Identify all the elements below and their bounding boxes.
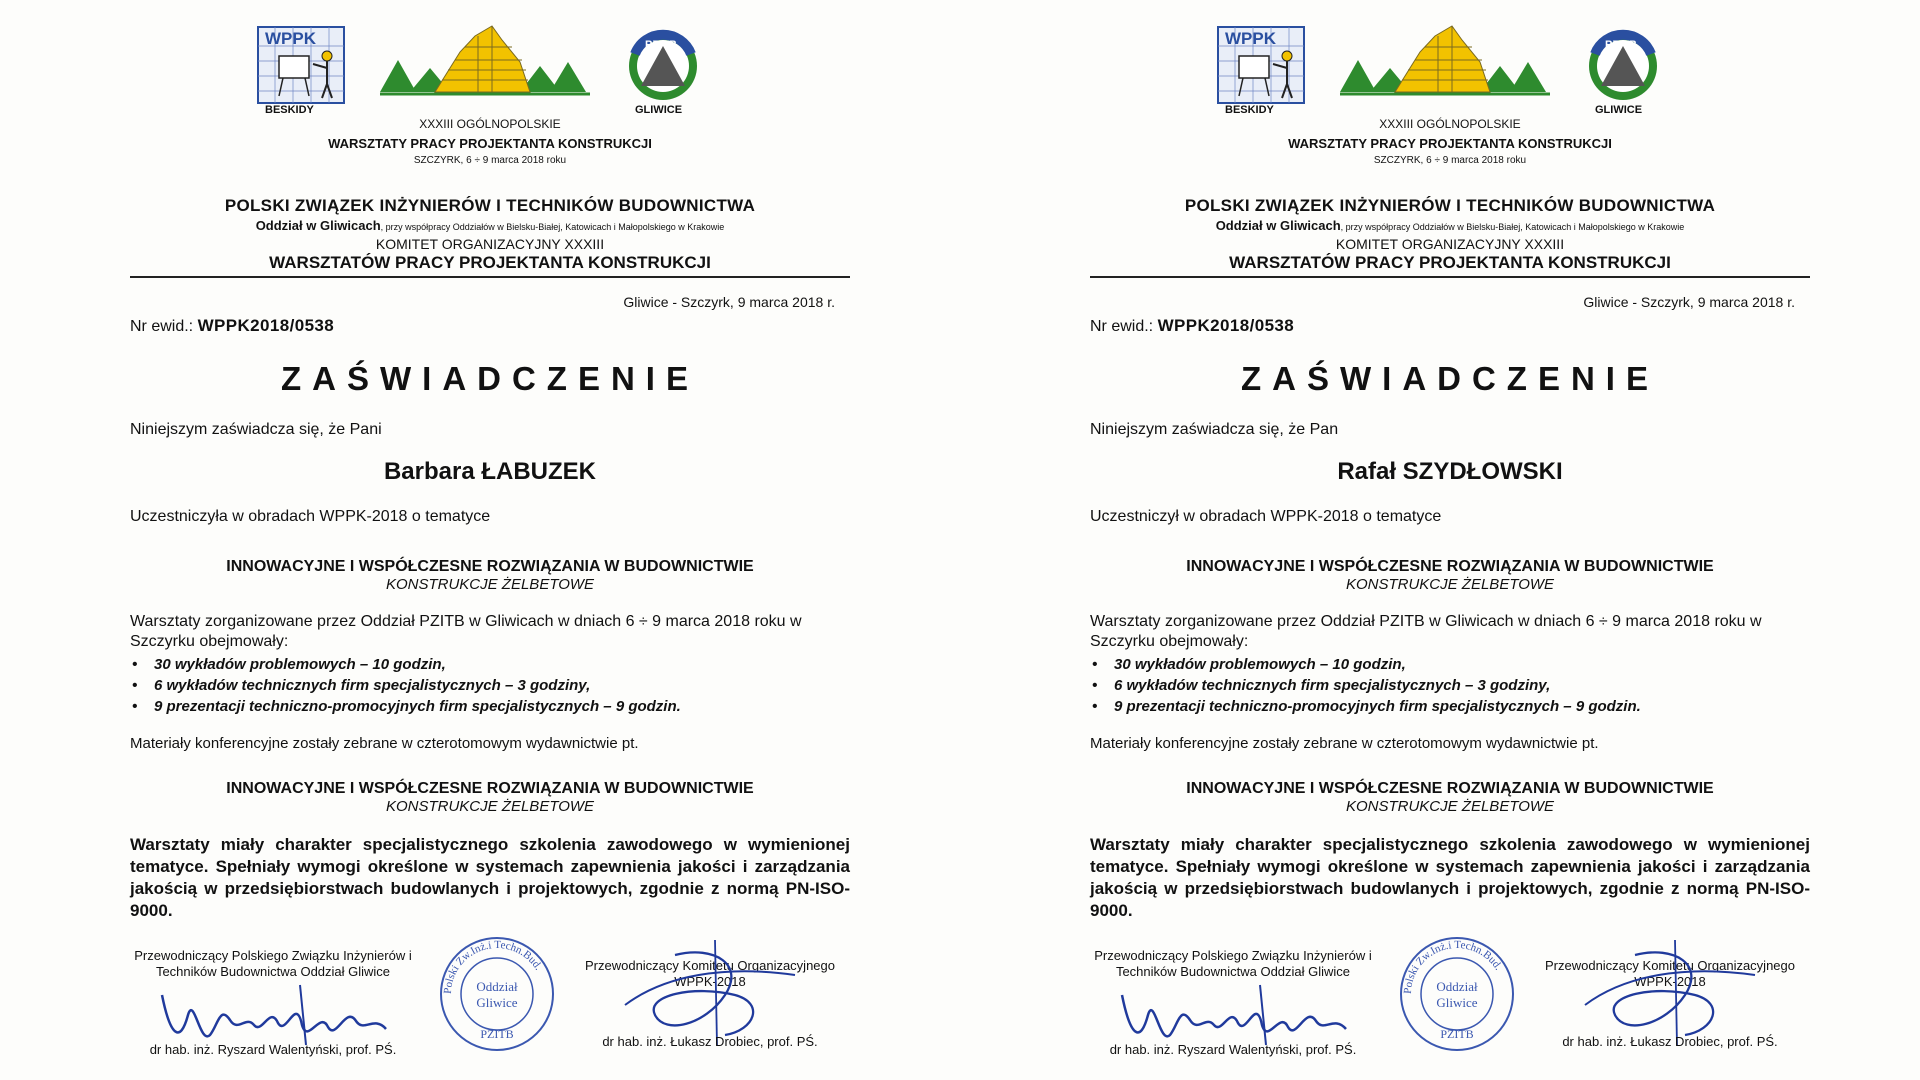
event-line-2: WARSZTATY PRACY PROJEKTANTA KONSTRUKCJI bbox=[328, 136, 652, 151]
participant-name: Rafał SZYDŁOWSKI bbox=[1337, 458, 1563, 485]
svg-text:Oddział: Oddział bbox=[476, 979, 518, 994]
committee-line: KOMITET ORGANIZACYJNY XXXIII bbox=[1335, 236, 1565, 252]
right-signatory-title: Przewodniczący Komitetu Organizacyjnego WPPK-2018 bbox=[1544, 958, 1795, 989]
quality-statement: Warsztaty miały charakter specjalistycznego szkolenia zawodowego w wymienionej tematyce. Spełniały wymogi określone w systemach zapewnienia jakości i zarządzania jakością w przedsiębiorstwach budowlanych i projektowych, zgodnie z normą PN-ISO-9000. bbox=[130, 835, 850, 920]
program-item-text: 30 wykładów problemowych – 10 godzin, bbox=[154, 656, 446, 673]
svg-text:Gliwice: Gliwice bbox=[1436, 995, 1478, 1010]
header-rule bbox=[130, 276, 850, 278]
left-signatory-title: Przewodniczący Polskiego Związku Inżynierów i Techników Budownictwa Oddział Gliwice bbox=[134, 948, 412, 979]
svg-text:PZITB: PZITB bbox=[1605, 39, 1637, 51]
participation-statement: Uczestniczyła w obradach WPPK-2018 o tematyce bbox=[130, 508, 491, 525]
publication-subtitle: KONSTRUKCJE ŻELBETOWE bbox=[385, 798, 595, 815]
publication-title: INNOWACYJNE I WSPÓŁCZESNE ROZWIĄZANIA W BUDOWNICTWIE bbox=[1186, 780, 1714, 797]
attestation-intro: Niniejszym zaświadcza się, że Pani bbox=[130, 421, 382, 438]
pzitb-stamp bbox=[1398, 935, 1516, 1053]
program-item-text: 30 wykładów problemowych – 10 godzin, bbox=[1114, 656, 1406, 673]
bullet-icon: • bbox=[1092, 656, 1098, 673]
workshops-line: WARSZTATÓW PRACY PROJEKTANTA KONSTRUKCJI bbox=[269, 253, 711, 272]
event-line-2: WARSZTATY PRACY PROJEKTANTA KONSTRUKCJI bbox=[1288, 136, 1612, 151]
program-item bbox=[1090, 696, 1810, 717]
record-label: Nr ewid.: bbox=[1090, 318, 1154, 335]
bullet-icon: • bbox=[132, 677, 138, 694]
program-item-text: 9 prezentacji techniczno-promocyjnych firm specjalistycznych – 9 godzin. bbox=[154, 698, 681, 715]
topic-main: INNOWACYJNE I WSPÓŁCZESNE ROZWIĄZANIA W BUDOWNICTWIE bbox=[226, 558, 754, 575]
logo-band bbox=[245, 22, 715, 122]
bullet-icon: • bbox=[132, 656, 138, 673]
left-signatory-name: dr hab. inż. Ryszard Walentyński, prof. PŚ. bbox=[1109, 1042, 1357, 1057]
event-line-3: SZCZYRK, 6 ÷ 9 marca 2018 roku bbox=[413, 155, 567, 166]
header-rule bbox=[1090, 276, 1810, 278]
topic-main: INNOWACYJNE I WSPÓŁCZESNE ROZWIĄZANIA W BUDOWNICTWIE bbox=[1186, 558, 1714, 575]
branch-cooperation: , przy współpracy Oddziałów w Bielsku-Białej, Katowicach i Małopolskiego w Krakowie bbox=[1340, 222, 1685, 232]
program-list bbox=[130, 654, 850, 717]
certificate-right bbox=[960, 0, 1920, 1080]
certificate-title: ZAŚWIADCZENIE bbox=[1241, 360, 1659, 397]
record-number-line bbox=[130, 316, 334, 336]
organization-branch-line bbox=[1090, 218, 1810, 233]
bullet-icon: • bbox=[1092, 698, 1098, 715]
committee-line: KOMITET ORGANIZACYJNY XXXIII bbox=[375, 236, 605, 252]
record-label: Nr ewid.: bbox=[130, 318, 194, 335]
attestation-intro: Niniejszym zaświadcza się, że Pan bbox=[1090, 421, 1339, 438]
left-signatory-name: dr hab. inż. Ryszard Walentyński, prof. PŚ. bbox=[149, 1042, 397, 1057]
svg-text:Polski Zw.Inż.i Techn.Bud.: Polski Zw.Inż.i Techn.Bud. bbox=[1401, 938, 1505, 995]
pzitb-logo bbox=[623, 28, 703, 106]
svg-text:PZITB: PZITB bbox=[1440, 1027, 1474, 1041]
workshops-description: Warsztaty zorganizowane przez Oddział PZITB w Gliwicach w dniach 6 ÷ 9 marca 2018 roku w Szczyrku obejmowały: bbox=[130, 613, 802, 650]
program-item bbox=[130, 654, 850, 675]
branch-name: Oddział w Gliwicach bbox=[255, 218, 381, 233]
svg-text:Polski Zw.Inż.i Techn.Bud.: Polski Zw.Inż.i Techn.Bud. bbox=[441, 938, 545, 995]
program-item bbox=[1090, 654, 1810, 675]
svg-text:PZITB: PZITB bbox=[480, 1027, 514, 1041]
logo-caption-gliwice: GLIWICE bbox=[1595, 104, 1643, 116]
svg-text:WPPK: WPPK bbox=[265, 29, 316, 48]
program-item-text: 9 prezentacji techniczno-promocyjnych firm specjalistycznych – 9 godzin. bbox=[1114, 698, 1641, 715]
participant-name: Barbara ŁABUZEK bbox=[383, 458, 597, 485]
workshops-line: WARSZTATÓW PRACY PROJEKTANTA KONSTRUKCJI bbox=[1229, 253, 1671, 272]
logo-caption-gliwice: GLIWICE bbox=[635, 104, 683, 116]
svg-text:WPPK: WPPK bbox=[1225, 29, 1276, 48]
mountains-building-logo bbox=[1340, 22, 1550, 100]
logo-caption-beskidy: BESKIDY bbox=[1225, 104, 1274, 116]
bullet-icon: • bbox=[1092, 677, 1098, 694]
quality-statement: Warsztaty miały charakter specjalistycznego szkolenia zawodowego w wymienionej tematyce. Spełniały wymogi określone w systemach zapewnienia jakości i zarządzania jakością w przedsiębiorstwach budowlanych i projektowych, zgodnie z normą PN-ISO-9000. bbox=[1090, 835, 1810, 920]
place-date: Gliwice - Szczyrk, 9 marca 2018 r. bbox=[623, 294, 835, 310]
right-signatory-title: Przewodniczący Komitetu Organizacyjnego WPPK-2018 bbox=[584, 958, 835, 989]
program-item bbox=[1090, 675, 1810, 696]
svg-text:PZITB: PZITB bbox=[645, 39, 677, 51]
program-list bbox=[1090, 654, 1810, 717]
organization-branch-line bbox=[130, 218, 850, 233]
svg-text:Oddział: Oddział bbox=[1436, 979, 1478, 994]
mountains-building-logo bbox=[380, 22, 590, 100]
wppk-logo bbox=[1217, 26, 1307, 106]
logo-caption-beskidy: BESKIDY bbox=[265, 104, 314, 116]
place-date: Gliwice - Szczyrk, 9 marca 2018 r. bbox=[1583, 294, 1795, 310]
bullet-icon: • bbox=[132, 698, 138, 715]
organization-name: POLSKI ZWIĄZEK INŻYNIERÓW I TECHNIKÓW BUDOWNICTWA bbox=[224, 196, 756, 215]
publication-subtitle: KONSTRUKCJE ŻELBETOWE bbox=[1345, 798, 1555, 815]
right-signatory-name: dr hab. inż. Łukasz Drobiec, prof. PŚ. bbox=[1562, 1034, 1778, 1049]
record-number-line bbox=[1090, 316, 1294, 336]
program-item-text: 6 wykładów technicznych firm specjalistycznych – 3 godziny, bbox=[154, 677, 591, 694]
program-item-text: 6 wykładów technicznych firm specjalistycznych – 3 godziny, bbox=[1114, 677, 1551, 694]
program-item bbox=[130, 696, 850, 717]
program-item bbox=[130, 675, 850, 696]
materials-note: Materiały konferencyjne zostały zebrane w czterotomowym wydawnictwie pt. bbox=[1090, 735, 1599, 752]
certificate-title: ZAŚWIADCZENIE bbox=[281, 360, 699, 397]
participation-statement: Uczestniczył w obradach WPPK-2018 o tematyce bbox=[1090, 508, 1442, 525]
event-line-1: XXXIII OGÓLNOPOLSKIE bbox=[419, 117, 561, 131]
record-number: WPPK2018/0538 bbox=[197, 316, 335, 335]
pzitb-logo bbox=[1583, 28, 1663, 106]
branch-name: Oddział w Gliwicach bbox=[1215, 218, 1341, 233]
pzitb-stamp bbox=[438, 935, 556, 1053]
topic-sub: KONSTRUKCJE ŻELBETOWE bbox=[385, 576, 595, 593]
event-line-3: SZCZYRK, 6 ÷ 9 marca 2018 roku bbox=[1373, 155, 1527, 166]
topic-sub: KONSTRUKCJE ŻELBETOWE bbox=[1345, 576, 1555, 593]
logo-band bbox=[1205, 22, 1675, 122]
record-number: WPPK2018/0538 bbox=[1157, 316, 1295, 335]
right-signatory-name: dr hab. inż. Łukasz Drobiec, prof. PŚ. bbox=[602, 1034, 818, 1049]
left-signatory-title: Przewodniczący Polskiego Związku Inżynierów i Techników Budownictwa Oddział Gliwice bbox=[1094, 948, 1372, 979]
event-line-1: XXXIII OGÓLNOPOLSKIE bbox=[1379, 117, 1521, 131]
publication-title: INNOWACYJNE I WSPÓŁCZESNE ROZWIĄZANIA W BUDOWNICTWIE bbox=[226, 780, 754, 797]
svg-text:Gliwice: Gliwice bbox=[476, 995, 518, 1010]
materials-note: Materiały konferencyjne zostały zebrane w czterotomowym wydawnictwie pt. bbox=[130, 735, 639, 752]
workshops-description: Warsztaty zorganizowane przez Oddział PZITB w Gliwicach w dniach 6 ÷ 9 marca 2018 roku w Szczyrku obejmowały: bbox=[1090, 613, 1762, 650]
wppk-logo bbox=[257, 26, 347, 106]
branch-cooperation: , przy współpracy Oddziałów w Bielsku-Białej, Katowicach i Małopolskiego w Krakowie bbox=[380, 222, 725, 232]
organization-name: POLSKI ZWIĄZEK INŻYNIERÓW I TECHNIKÓW BUDOWNICTWA bbox=[1184, 196, 1716, 215]
